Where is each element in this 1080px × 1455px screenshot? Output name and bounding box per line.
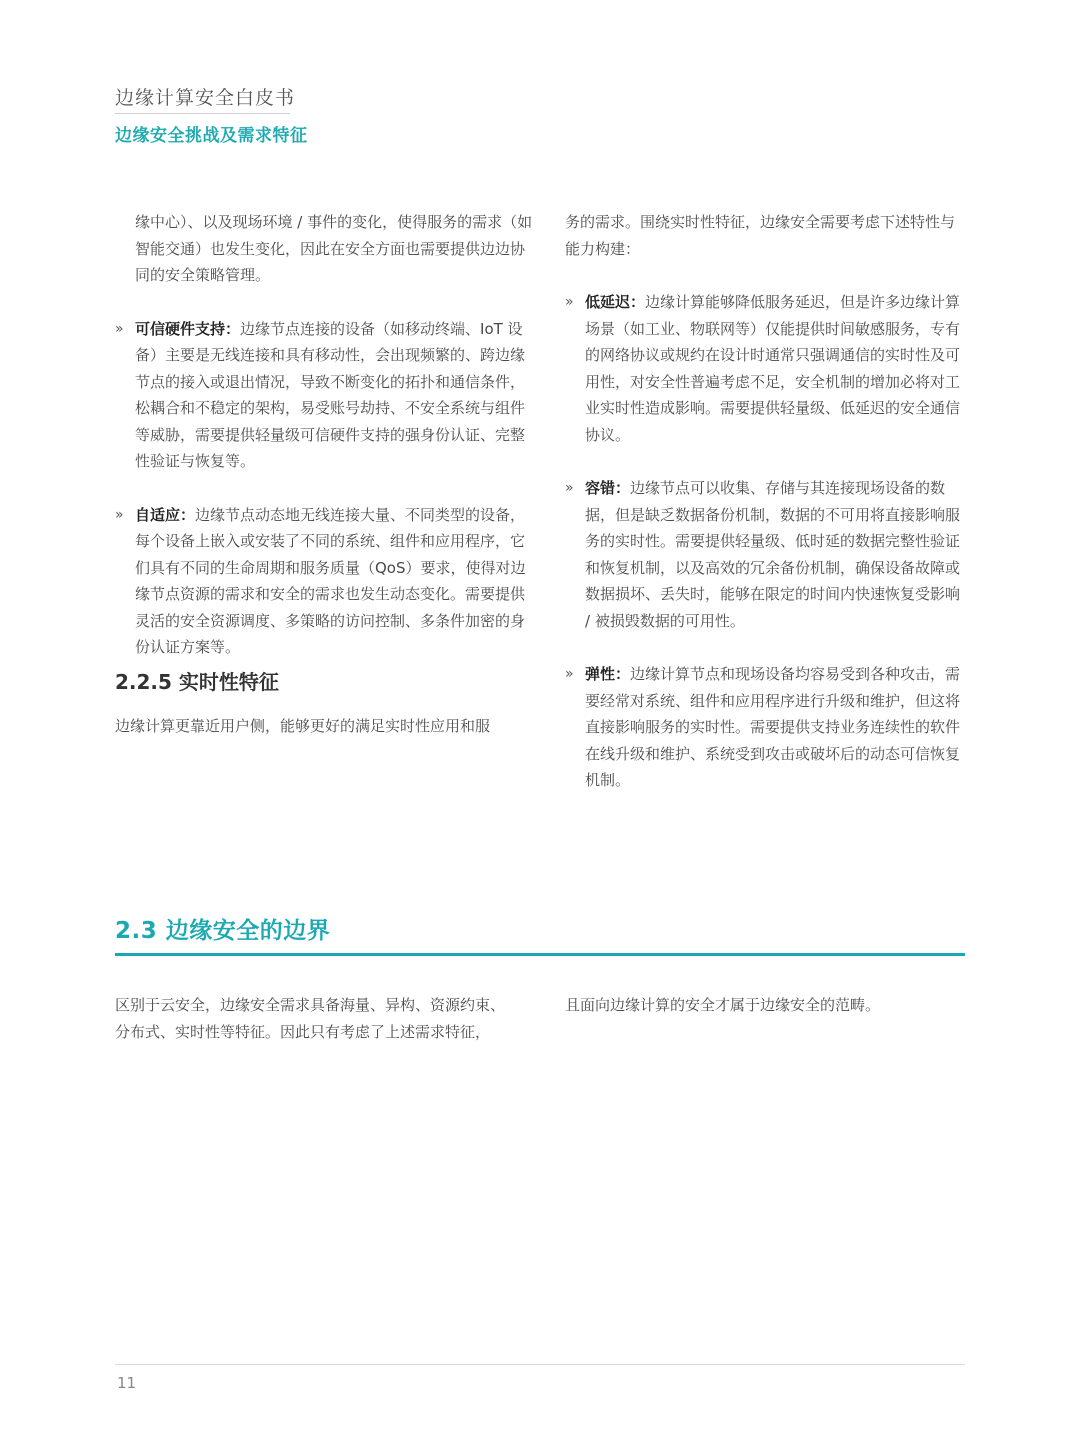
- bullet-low-latency: [565, 289, 967, 448]
- bullet-fault-tolerance: [565, 475, 967, 634]
- bullet-marker-icon: »: [565, 480, 574, 496]
- boundary-paragraph-right: 且面向边缘计算的安全才属于边缘安全的范畴。: [565, 996, 881, 1014]
- bullet-text: 边缘计算能够降低服务延迟，但是许多边缘计算场景（如工业、物联网等）仅能提供时间敏感服务，专有的网络协议或规约在设计时通常只强调通信的实时性及可用性，对安全性普遍考虑不足，安全机制的增加必将对工业实时性造成影响。需要提供轻量级、低延迟的安全通信协议。: [585, 293, 961, 444]
- bullet-text: 边缘节点连接的设备（如移动终端、IoT 设备）主要是无线连接和具有移动性，会出现频繁的、跨边缘节点的接入或退出情况，导致不断变化的拓扑和通信条件，松耦合和不稳定的架构，易受账号劫持、不安全系统与组件等威胁，需要提供轻量级可信硬件支持的强身份认证、完整性验证与恢复等。: [135, 319, 526, 470]
- footer-divider: [115, 1364, 965, 1365]
- section-heading-2-2-5: 2.2.5 实时性特征: [115, 669, 279, 694]
- header-divider: [115, 113, 290, 114]
- bullet-adaptive: [115, 502, 537, 661]
- chapter-subtitle: 边缘安全挑战及需求特征: [115, 126, 308, 146]
- bullet-term: 可信硬件支持：: [135, 319, 241, 338]
- left-column: [115, 209, 537, 740]
- bullet-text: 边缘节点可以收集、存储与其连接现场设备的数据，但是缺乏数据备份机制，数据的不可用将直接影响服务的实时性。需要提供轻量级、低时延的数据完整性验证和恢复机制，以及高效的冗余备份机制，确保设备故障或数据损坏、丢失时，能够在限定的时间内快速恢复受影响 / 被损毁数据的可用性。: [585, 479, 961, 630]
- bullet-text: 边缘计算节点和现场设备均容易受到各种攻击，需要经常对系统、组件和应用程序进行升级和维护，但这将直接影响服务的实时性。需要提供支持业务连续性的软件在线升级和维护、系统受到攻击或破坏后的动态可信恢复机制。: [585, 665, 961, 789]
- realtime-intro-paragraph: 边缘计算更靠近用户侧，能够更好的满足实时性应用和服: [115, 717, 491, 735]
- section-23-left-text: [115, 992, 517, 1045]
- bullet-resilience: [565, 661, 967, 794]
- section-23-right-text: [565, 992, 967, 1019]
- bullet-text: 边缘节点动态地无线连接大量、不同类型的设备，每个设备上嵌入或安装了不同的系统、组件和应用程序，它们具有不同的生命周期和服务质量（QoS）要求，使得对边缘节点资源的需求和安全的需求也发生动态变化。需要提供灵活的安全资源调度、多策略的访问控制、多条件加密的身份认证方案等。: [135, 505, 526, 656]
- bullet-trusted-hardware: [115, 316, 537, 475]
- boundary-paragraph-left: 区别于云安全，边缘安全需求具备海量、异构、资源约束、分布式、实时性等特征。因此只有考虑了上述需求特征，: [115, 996, 506, 1041]
- bullet-term: 低延迟：: [585, 293, 646, 311]
- right-column: [565, 209, 967, 794]
- bullet-marker-icon: »: [115, 320, 124, 337]
- bullet-marker-icon: »: [565, 294, 574, 310]
- page-number: 11: [117, 1374, 137, 1392]
- document-title: 边缘计算安全白皮书: [115, 87, 296, 109]
- bullet-marker-icon: »: [115, 506, 124, 523]
- bullet-term: 自适应：: [135, 505, 196, 524]
- left-intro-paragraph: 缘中心）、以及现场环境 / 事件的变化，使得服务的需求（如智能交通）也发生变化，因此在安全方面也需要提供边边协同的安全策略管理。: [135, 213, 533, 284]
- bullet-term: 弹性：: [585, 665, 631, 683]
- section-heading-2-3: 2.3 边缘安全的边界: [115, 918, 331, 944]
- right-intro-paragraph: 务的需求。围绕实时性特征，边缘安全需要考虑下述特性与能力构建：: [565, 213, 956, 258]
- bullet-marker-icon: »: [565, 666, 574, 682]
- section-divider: [115, 953, 965, 956]
- bullet-term: 容错：: [585, 479, 631, 497]
